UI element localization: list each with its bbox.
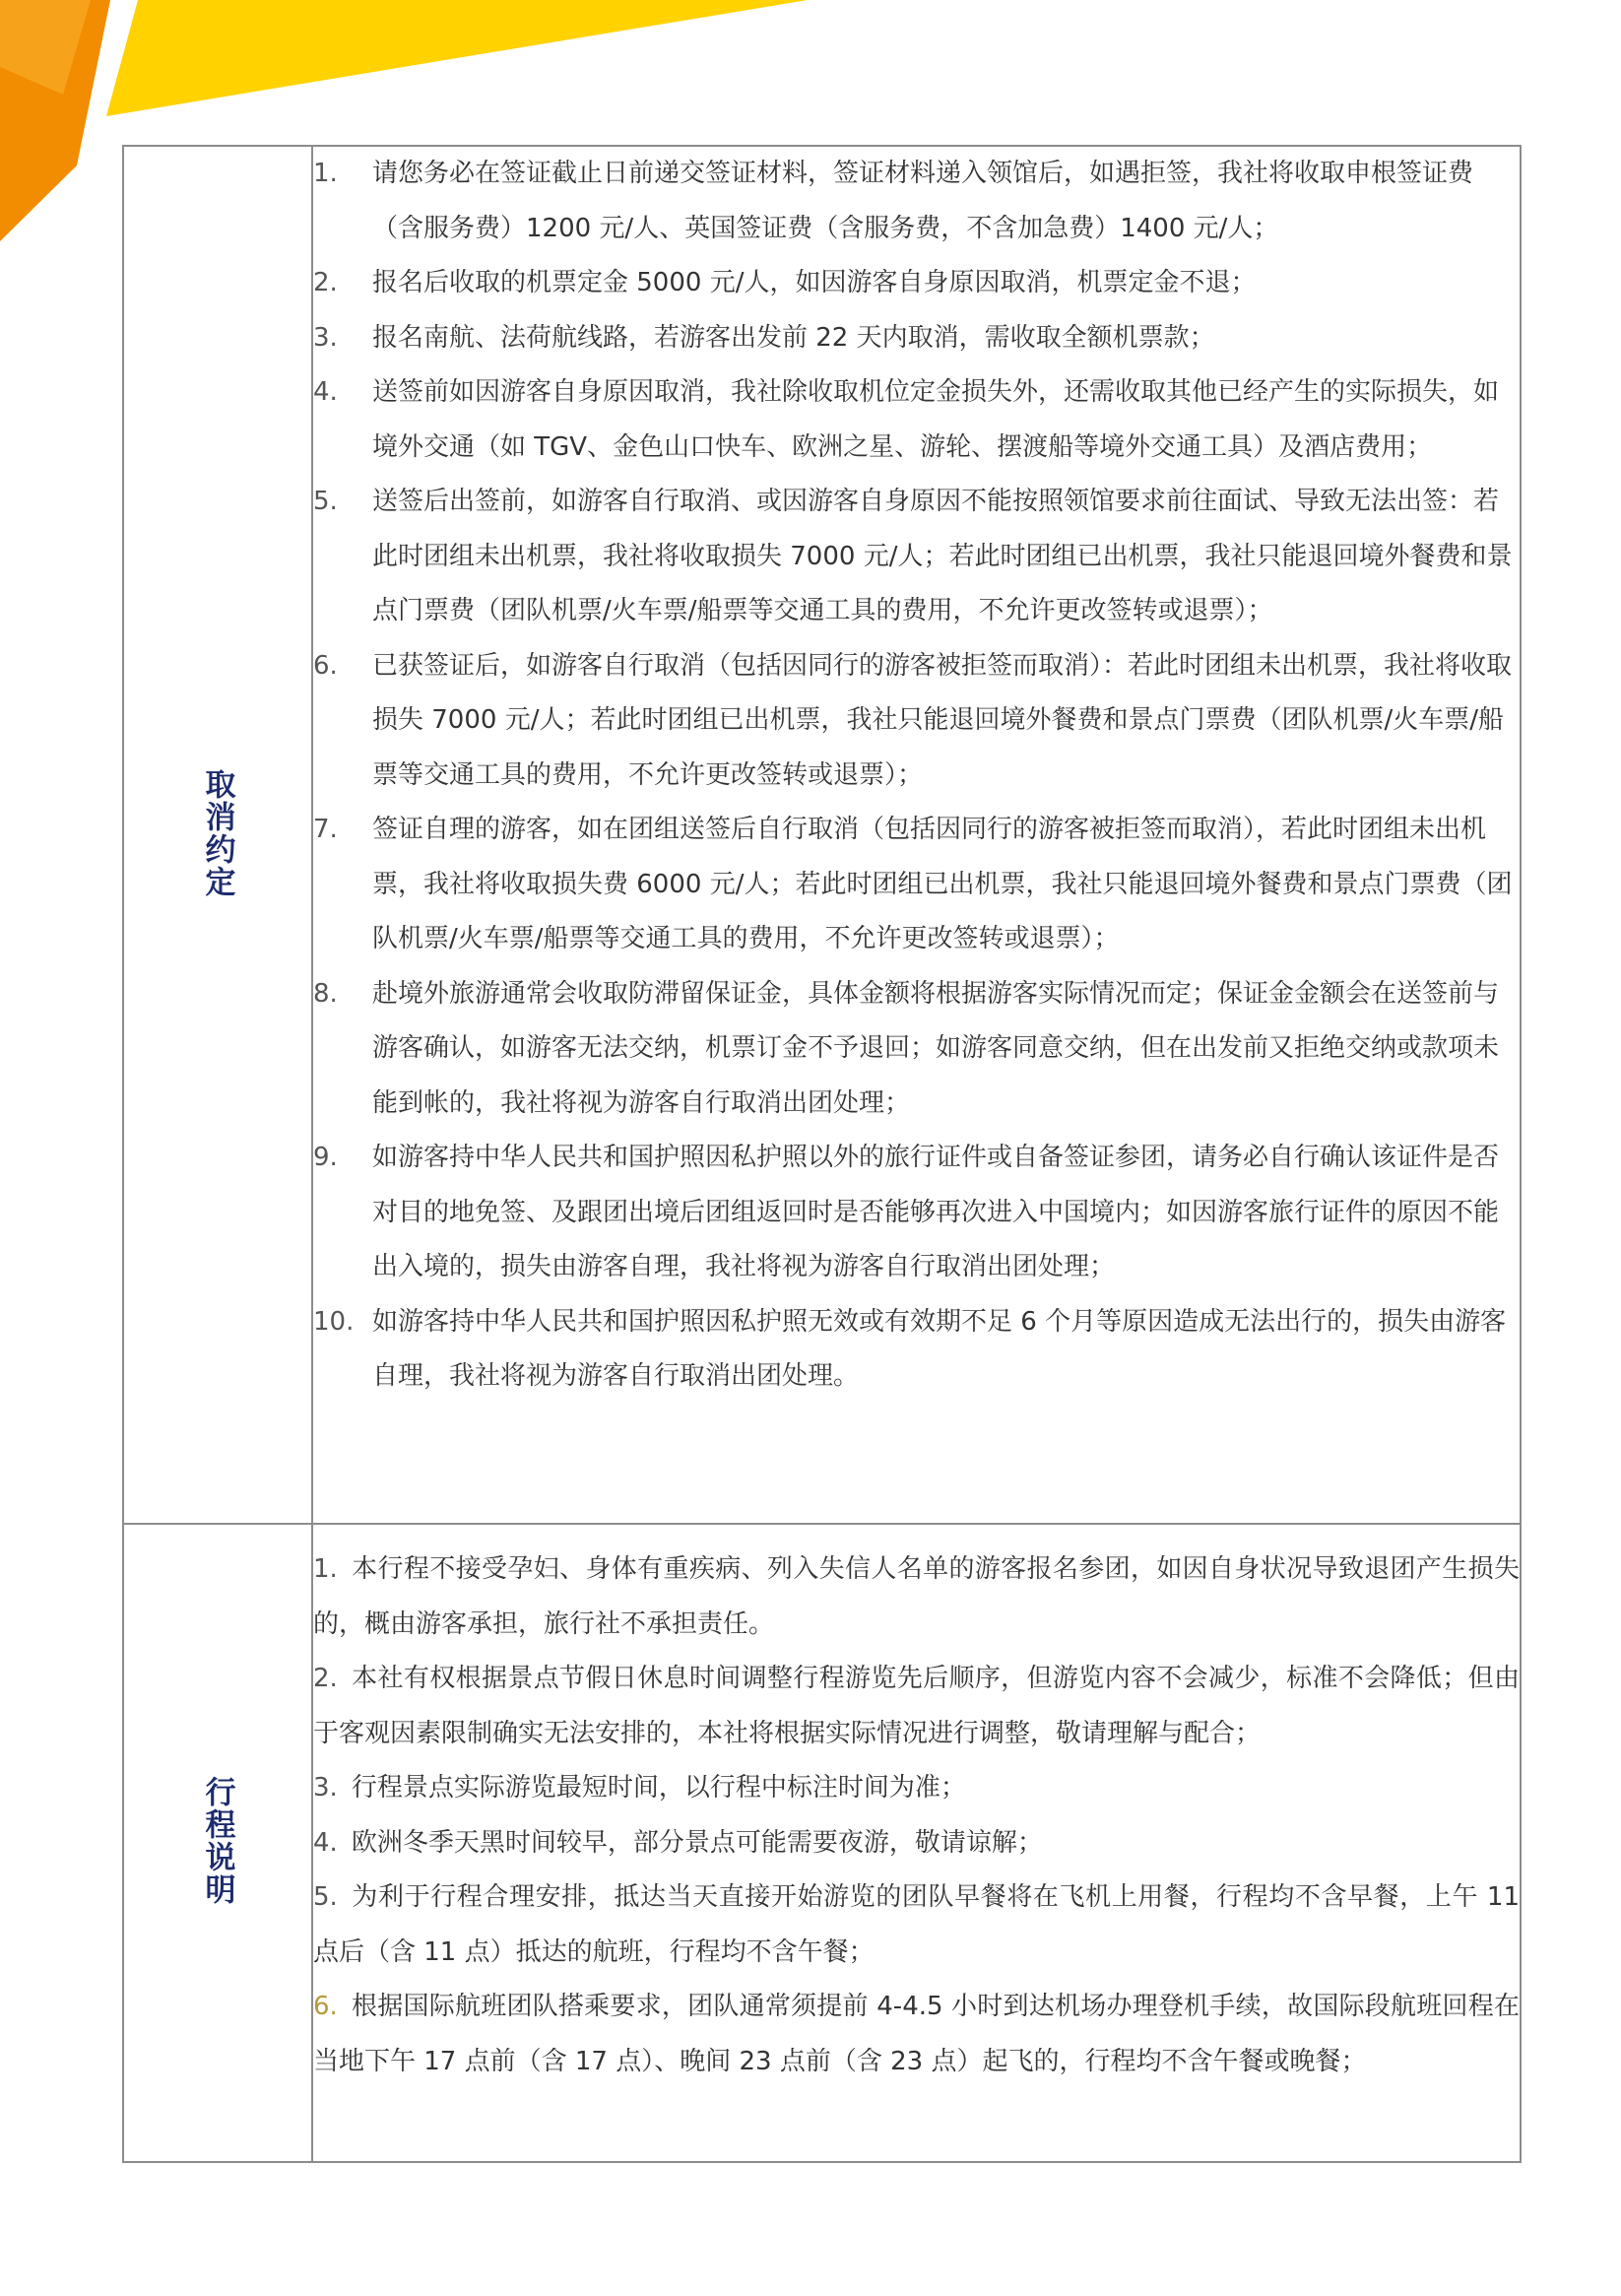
list-item [313, 803, 1520, 967]
item-number: 5. [313, 1882, 338, 1912]
item-text: 送签后出签前，如游客自行取消、或因游客自身原因不能按照领馆要求前往面试、导致无法出签：若此时团组未出机票，我社将收取损失 7000 元/人；若此时团组已出机票，我社只能退回境外餐费和景点门票费（团队机票/火车票/船票等交通工具的费用，不允许更改签转或退票）； [372, 487, 1513, 625]
item-number: 1. [313, 1554, 338, 1584]
item-number: 6. [313, 650, 338, 681]
item-number: 2. [313, 1664, 338, 1693]
list-item [313, 1761, 1520, 1816]
item-text: 为利于行程合理安排，抵达当天直接开始游览的团队早餐将在飞机上用餐，行程均不含早餐，上午 11 点后（含 11 点）抵达的航班，行程均不含午餐； [313, 1882, 1520, 1967]
cancellation-heading: 取消约定 [199, 767, 235, 898]
list-item [313, 256, 1520, 311]
item-number: 4. [313, 1827, 338, 1858]
item-number: 9. [313, 1143, 338, 1172]
list-item [313, 311, 1520, 366]
yellow-shape [106, 0, 808, 116]
itinerary-content [312, 1524, 1521, 2162]
terms-table [122, 145, 1522, 2163]
cancellation-row [123, 146, 1521, 1524]
list-item [313, 1542, 1520, 1652]
item-number: 10. [313, 1306, 355, 1337]
list-item [313, 1816, 1520, 1871]
list-item [313, 1131, 1520, 1295]
item-number: 4. [313, 377, 338, 407]
list-item [313, 1870, 1520, 1980]
item-text: 行程景点实际游览最短时间，以行程中标注时间为准； [351, 1773, 966, 1803]
item-number: 3. [313, 1773, 338, 1803]
item-number: 3. [313, 322, 338, 353]
item-number: 5. [313, 487, 338, 516]
item-text: 根据国际航班团队搭乘要求，团队通常须提前 4-4.5 小时到达机场办理登机手续，故国际段航班回程在当地下午 17 点前（含 17 点）、晚间 23 点前（含 23 点）起飞的，行程均不含午餐或晚餐； [313, 1992, 1520, 2076]
item-number: 1. [313, 159, 338, 188]
cancellation-label-cell [123, 146, 312, 1524]
item-number: 2. [313, 268, 338, 297]
item-text: 报名南航、法荷航线路，若游客出发前 22 天内取消，需收取全额机票款； [372, 322, 1215, 353]
item-text: 本行程不接受孕妇、身体有重疾病、列入失信人名单的游客报名参团，如因自身状况导致退团产生损失的，概由游客承担，旅行社不承担责任。 [313, 1554, 1520, 1639]
list-item [313, 147, 1520, 256]
item-text: 报名后收取的机票定金 5000 元/人，如因游客自身原因取消，机票定金不退； [372, 268, 1257, 297]
item-text: 本社有权根据景点节假日休息时间调整行程游览先后顺序，但游览内容不会减少，标准不会降低；但由于客观因素限制确实无法安排的，本社将根据实际情况进行调整，敬请理解与配合； [313, 1664, 1520, 1748]
item-number: 8. [313, 978, 338, 1009]
item-text: 欧洲冬季天黑时间较早，部分景点可能需要夜游，敬请谅解； [351, 1827, 1043, 1858]
list-item [313, 1980, 1520, 2089]
itinerary-row [123, 1524, 1521, 2162]
list-item [313, 967, 1520, 1132]
cancellation-content [312, 146, 1521, 1524]
item-text: 赴境外旅游通常会收取防滞留保证金，具体金额将根据游客实际情况而定；保证金金额会在送签前与游客确认，如游客无法交纳，机票订金不予退回；如游客同意交纳，但在出发前又拒绝交纳或款项未能到帐的，我社将视为游客自行取消出团处理； [372, 978, 1500, 1118]
list-item [313, 365, 1520, 475]
list-item [313, 1295, 1520, 1405]
item-number: 7. [313, 815, 338, 844]
itinerary-heading: 行程说明 [199, 1776, 235, 1906]
item-text: 如游客持中华人民共和国护照因私护照无效或有效期不足 6 个月等原因造成无法出行的，损失由游客自理，我社将视为游客自行取消出团处理。 [372, 1306, 1507, 1391]
itinerary-label-cell [123, 1524, 312, 2162]
item-text: 请您务必在签证截止日前递交签证材料，签证材料递入领馆后，如遇拒签，我社将收取申根签证费（含服务费）1200 元/人、英国签证费（含服务费，不含加急费）1400 元/人； [372, 159, 1474, 243]
item-number: 6. [313, 1992, 338, 2021]
item-text: 送签前如因游客自身原因取消，我社除收取机位定金损失外，还需收取其他已经产生的实际损失，如境外交通（如 TGV、金色山口快车、欧洲之星、游轮、摆渡船等境外交通工具）及酒店费用； [372, 377, 1500, 462]
list-item [313, 639, 1520, 804]
item-text: 如游客持中华人民共和国护照因私护照以外的旅行证件或自备签证参团，请务必自行确认该证件是否对目的地免签、及跟团出境后团组返回时是否能够再次进入中国境内；如因游客旅行证件的原因不能出入境的，损失由游客自理，我社将视为游客自行取消出团处理； [372, 1143, 1500, 1281]
list-item [313, 475, 1520, 639]
item-text: 签证自理的游客，如在团组送签后自行取消（包括因同行的游客被拒签而取消），若此时团组未出机票，我社将收取损失费 6000 元/人；若此时团组已出机票，我社只能退回境外餐费和景点门票费（团队机票/火车票/船票等交通工具的费用，不允许更改签转或退票）； [372, 815, 1513, 953]
item-text: 已获签证后，如游客自行取消（包括因同行的游客被拒签而取消）：若此时团组未出机票，我社将收取损失 7000 元/人；若此时团组已出机票，我社只能退回境外餐费和景点门票费（团队机票/火车票/船票等交通工具的费用，不允许更改签转或退票）； [372, 650, 1513, 790]
list-item [313, 1652, 1520, 1761]
